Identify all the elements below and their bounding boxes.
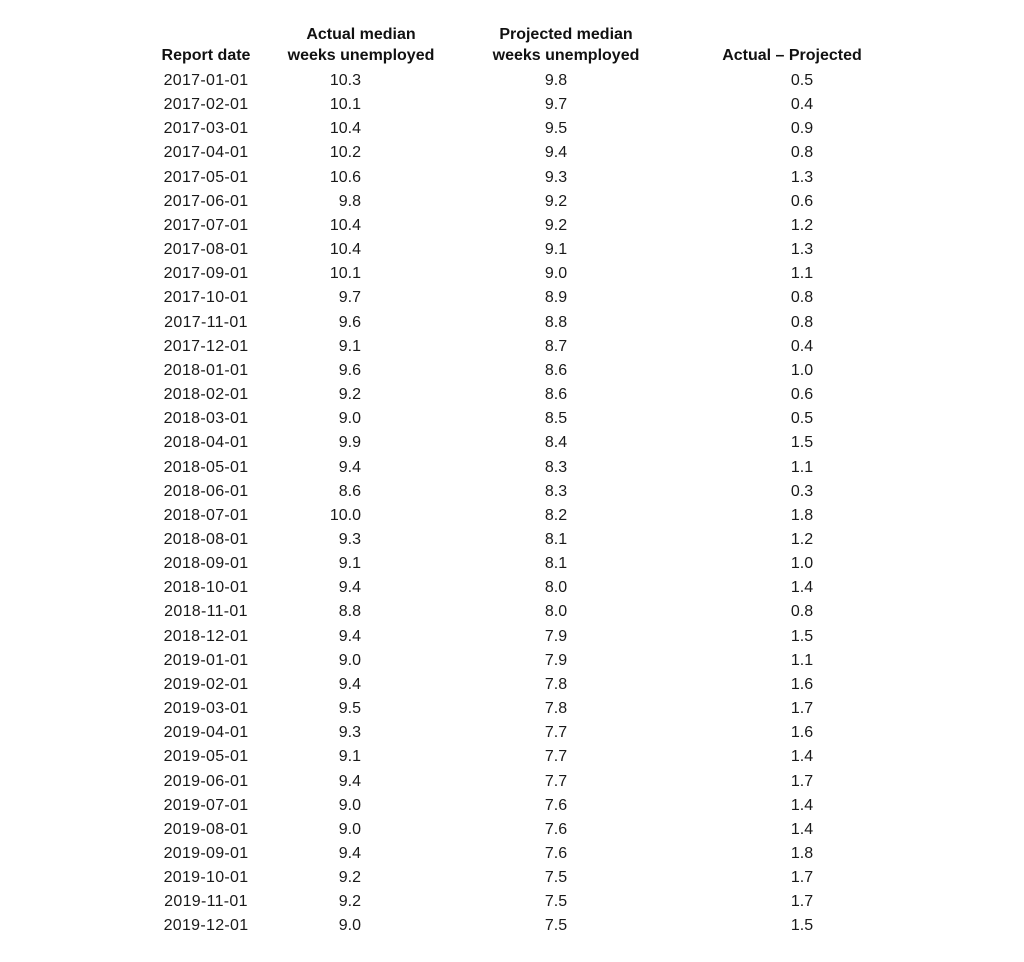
actual-median-cell: 9.4 (338, 458, 361, 476)
actual-median-cell: 9.4 (338, 627, 361, 645)
report-date-cell: 2019-12-01 (163, 917, 249, 935)
projected-median-cell: 9.5 (544, 120, 568, 138)
table-row (150, 818, 912, 842)
header-actual-minus-projected-label: Actual – Projected (722, 47, 862, 64)
actual-median-cell: 9.0 (338, 410, 361, 428)
difference-cell: 0.5 (790, 72, 814, 89)
header-report-date (150, 24, 262, 69)
report-date-cell: 2017-11-01 (164, 313, 248, 331)
projected-median-cell: 7.5 (544, 893, 568, 911)
projected-median-cell: 7.9 (544, 627, 568, 645)
table-row (150, 383, 912, 407)
projected-median-cell: 8.1 (544, 530, 568, 548)
table-row (150, 600, 912, 624)
projected-median-cell: 8.9 (544, 289, 568, 307)
table-row (150, 262, 912, 286)
table-row (150, 238, 912, 262)
difference-cell: 0.8 (790, 313, 814, 331)
header-actual-median (262, 24, 460, 69)
actual-median-cell: 9.2 (338, 869, 361, 887)
report-date-cell: 2019-07-01 (163, 796, 249, 814)
projected-median-cell: 8.6 (544, 361, 568, 379)
projected-median-cell: 8.7 (544, 337, 568, 355)
table-row (150, 745, 912, 769)
difference-cell: 1.1 (790, 651, 814, 669)
actual-median-cell: 9.9 (338, 434, 361, 452)
projected-median-cell: 8.3 (544, 458, 568, 476)
report-date-cell: 2018-09-01 (163, 555, 249, 573)
projected-median-cell: 7.5 (544, 869, 568, 887)
table-row (150, 625, 912, 649)
document-page (0, 24, 1024, 939)
difference-cell: 1.8 (790, 845, 814, 862)
actual-median-cell: 9.0 (338, 917, 361, 935)
table-row (150, 190, 912, 214)
table-row (150, 528, 912, 552)
actual-median-cell: 9.6 (338, 313, 361, 331)
actual-median-cell: 10.2 (329, 144, 361, 162)
projected-median-cell: 9.1 (544, 241, 568, 259)
difference-cell: 0.4 (790, 337, 814, 355)
actual-median-cell: 9.0 (338, 796, 361, 814)
report-date-cell: 2017-01-01 (163, 72, 249, 89)
report-date-cell: 2019-09-01 (163, 845, 249, 862)
actual-median-cell: 10.3 (329, 72, 361, 89)
difference-cell: 0.4 (790, 96, 814, 114)
report-date-cell: 2018-06-01 (163, 482, 249, 500)
report-date-cell: 2018-04-01 (163, 434, 249, 452)
actual-median-cell: 10.1 (329, 265, 361, 283)
table-header (150, 24, 912, 69)
table-row (150, 93, 912, 117)
projected-median-cell: 8.1 (544, 555, 568, 573)
projected-median-cell: 9.0 (544, 265, 568, 283)
table-row (150, 890, 912, 914)
difference-cell: 1.0 (790, 555, 814, 573)
header-report-date-label: Report date (161, 47, 251, 64)
report-date-cell: 2019-06-01 (163, 772, 249, 790)
difference-cell: 1.4 (790, 796, 814, 814)
projected-median-cell: 7.8 (544, 675, 568, 693)
projected-median-cell: 7.6 (544, 820, 568, 838)
projected-median-cell: 7.9 (544, 651, 568, 669)
difference-cell: 0.6 (790, 192, 814, 210)
report-date-cell: 2017-04-01 (163, 144, 249, 162)
difference-cell: 1.2 (790, 530, 814, 548)
actual-median-cell: 10.1 (329, 96, 361, 114)
table-row (150, 335, 912, 359)
table-row (150, 166, 912, 190)
actual-median-cell: 9.3 (338, 530, 361, 548)
header-actual-median-line2: weeks unemployed (287, 47, 435, 64)
report-date-cell: 2019-08-01 (163, 820, 249, 838)
table-row (150, 69, 912, 93)
table-row (150, 141, 912, 165)
actual-median-cell: 9.4 (338, 845, 361, 862)
actual-median-cell: 9.1 (338, 337, 361, 355)
projected-median-cell: 8.3 (544, 482, 568, 500)
header-projected-median (460, 24, 672, 69)
table-row (150, 504, 912, 528)
difference-cell: 0.5 (790, 410, 814, 428)
table-row (150, 794, 912, 818)
report-date-cell: 2017-06-01 (163, 192, 249, 210)
table-row (150, 673, 912, 697)
actual-median-cell: 9.7 (338, 289, 361, 307)
projected-median-cell: 9.4 (544, 144, 568, 162)
actual-median-cell: 9.1 (338, 555, 361, 573)
actual-median-cell: 9.6 (338, 361, 361, 379)
report-date-cell: 2017-07-01 (163, 216, 249, 234)
difference-cell: 1.7 (790, 700, 814, 718)
difference-cell: 1.7 (790, 869, 814, 887)
projected-median-cell: 7.5 (544, 917, 568, 935)
report-date-cell: 2019-11-01 (164, 893, 248, 911)
actual-median-cell: 9.0 (338, 651, 361, 669)
difference-cell: 1.4 (790, 579, 814, 597)
difference-cell: 1.4 (790, 820, 814, 838)
report-date-cell: 2019-05-01 (163, 748, 249, 766)
report-date-cell: 2017-12-01 (163, 337, 249, 355)
projected-median-cell: 8.4 (544, 434, 568, 452)
actual-median-cell: 9.4 (338, 772, 361, 790)
table-row (150, 842, 912, 866)
report-date-cell: 2017-08-01 (163, 241, 249, 259)
report-date-cell: 2019-10-01 (163, 869, 249, 887)
actual-median-cell: 9.0 (338, 820, 361, 838)
report-date-cell: 2019-01-01 (163, 651, 249, 669)
projected-median-cell: 8.0 (544, 603, 568, 621)
table-row (150, 770, 912, 794)
table-row (150, 311, 912, 335)
projected-median-cell: 9.2 (544, 216, 568, 234)
actual-median-cell: 10.0 (329, 506, 361, 524)
actual-median-cell: 9.2 (338, 386, 361, 404)
table-row (150, 480, 912, 504)
projected-median-cell: 7.7 (544, 724, 568, 742)
projected-median-cell: 7.7 (544, 748, 568, 766)
projected-median-cell: 8.8 (544, 313, 568, 331)
report-date-cell: 2017-03-01 (163, 120, 249, 138)
projected-median-cell: 8.6 (544, 386, 568, 404)
difference-cell: 1.6 (790, 675, 814, 693)
actual-median-cell: 9.3 (338, 724, 361, 742)
report-date-cell: 2017-02-01 (163, 96, 249, 114)
header-row (150, 24, 912, 69)
difference-cell: 1.5 (790, 627, 814, 645)
table-row (150, 407, 912, 431)
actual-median-cell: 9.2 (338, 893, 361, 911)
actual-median-cell: 9.4 (338, 579, 361, 597)
projected-median-cell: 7.6 (544, 845, 568, 862)
difference-cell: 1.5 (790, 917, 814, 935)
projected-median-cell: 9.8 (544, 72, 568, 89)
table-row (150, 914, 912, 938)
projected-median-cell: 8.0 (544, 579, 568, 597)
table-row (150, 866, 912, 890)
unemployment-weeks-table (150, 24, 912, 939)
difference-cell: 1.7 (790, 893, 814, 911)
projected-median-cell: 9.3 (544, 168, 568, 186)
difference-cell: 1.7 (790, 772, 814, 790)
difference-cell: 1.3 (790, 168, 814, 186)
difference-cell: 0.9 (790, 120, 814, 138)
difference-cell: 0.8 (790, 603, 814, 621)
difference-cell: 1.3 (790, 241, 814, 259)
actual-median-cell: 8.6 (338, 482, 361, 500)
difference-cell: 1.1 (790, 265, 814, 283)
projected-median-cell: 9.2 (544, 192, 568, 210)
difference-cell: 1.2 (790, 216, 814, 234)
table-row (150, 117, 912, 141)
report-date-cell: 2018-05-01 (163, 458, 249, 476)
table-row (150, 721, 912, 745)
report-date-cell: 2018-10-01 (163, 579, 249, 597)
projected-median-cell: 7.8 (544, 700, 568, 718)
header-projected-median-line1: Projected median (499, 26, 633, 43)
projected-median-cell: 7.6 (544, 796, 568, 814)
projected-median-cell: 8.2 (544, 506, 568, 524)
report-date-cell: 2018-03-01 (163, 410, 249, 428)
actual-median-cell: 10.4 (329, 216, 361, 234)
actual-median-cell: 8.8 (338, 603, 361, 621)
report-date-cell: 2018-02-01 (163, 386, 249, 404)
actual-median-cell: 9.1 (338, 748, 361, 766)
difference-cell: 0.6 (790, 386, 814, 404)
projected-median-cell: 7.7 (544, 772, 568, 790)
report-date-cell: 2019-02-01 (163, 675, 249, 693)
difference-cell: 1.0 (790, 361, 814, 379)
difference-cell: 1.4 (790, 748, 814, 766)
difference-cell: 1.5 (790, 434, 814, 452)
header-actual-minus-projected (672, 24, 912, 69)
report-date-cell: 2017-10-01 (163, 289, 249, 307)
header-projected-median-line2: weeks unemployed (492, 47, 640, 64)
difference-cell: 1.1 (790, 458, 814, 476)
table-row (150, 576, 912, 600)
actual-median-cell: 10.4 (329, 241, 361, 259)
report-date-cell: 2017-09-01 (163, 265, 249, 283)
actual-median-cell: 9.5 (338, 700, 361, 718)
actual-median-cell: 9.4 (338, 675, 361, 693)
table-row (150, 431, 912, 455)
projected-median-cell: 8.5 (544, 410, 568, 428)
report-date-cell: 2018-12-01 (163, 627, 249, 645)
difference-cell: 1.8 (790, 506, 814, 524)
report-date-cell: 2019-03-01 (163, 700, 249, 718)
table-row (150, 456, 912, 480)
report-date-cell: 2018-08-01 (163, 530, 249, 548)
table-row (150, 697, 912, 721)
actual-median-cell: 10.4 (329, 120, 361, 138)
table-row (150, 649, 912, 673)
report-date-cell: 2018-01-01 (163, 361, 249, 379)
difference-cell: 0.3 (790, 482, 814, 500)
projected-median-cell: 9.7 (544, 96, 568, 114)
difference-cell: 0.8 (790, 289, 814, 307)
actual-median-cell: 10.6 (329, 168, 361, 186)
report-date-cell: 2019-04-01 (163, 724, 249, 742)
difference-cell: 1.6 (790, 724, 814, 742)
table-row (150, 359, 912, 383)
report-date-cell: 2017-05-01 (163, 168, 249, 186)
table-row (150, 214, 912, 238)
report-date-cell: 2018-07-01 (163, 506, 249, 524)
actual-median-cell: 9.8 (338, 192, 361, 210)
difference-cell: 0.8 (790, 144, 814, 162)
report-date-cell: 2018-11-01 (164, 603, 248, 621)
table-row (150, 286, 912, 310)
header-actual-median-line1: Actual median (306, 26, 416, 43)
table-body (150, 69, 912, 939)
table-row (150, 552, 912, 576)
